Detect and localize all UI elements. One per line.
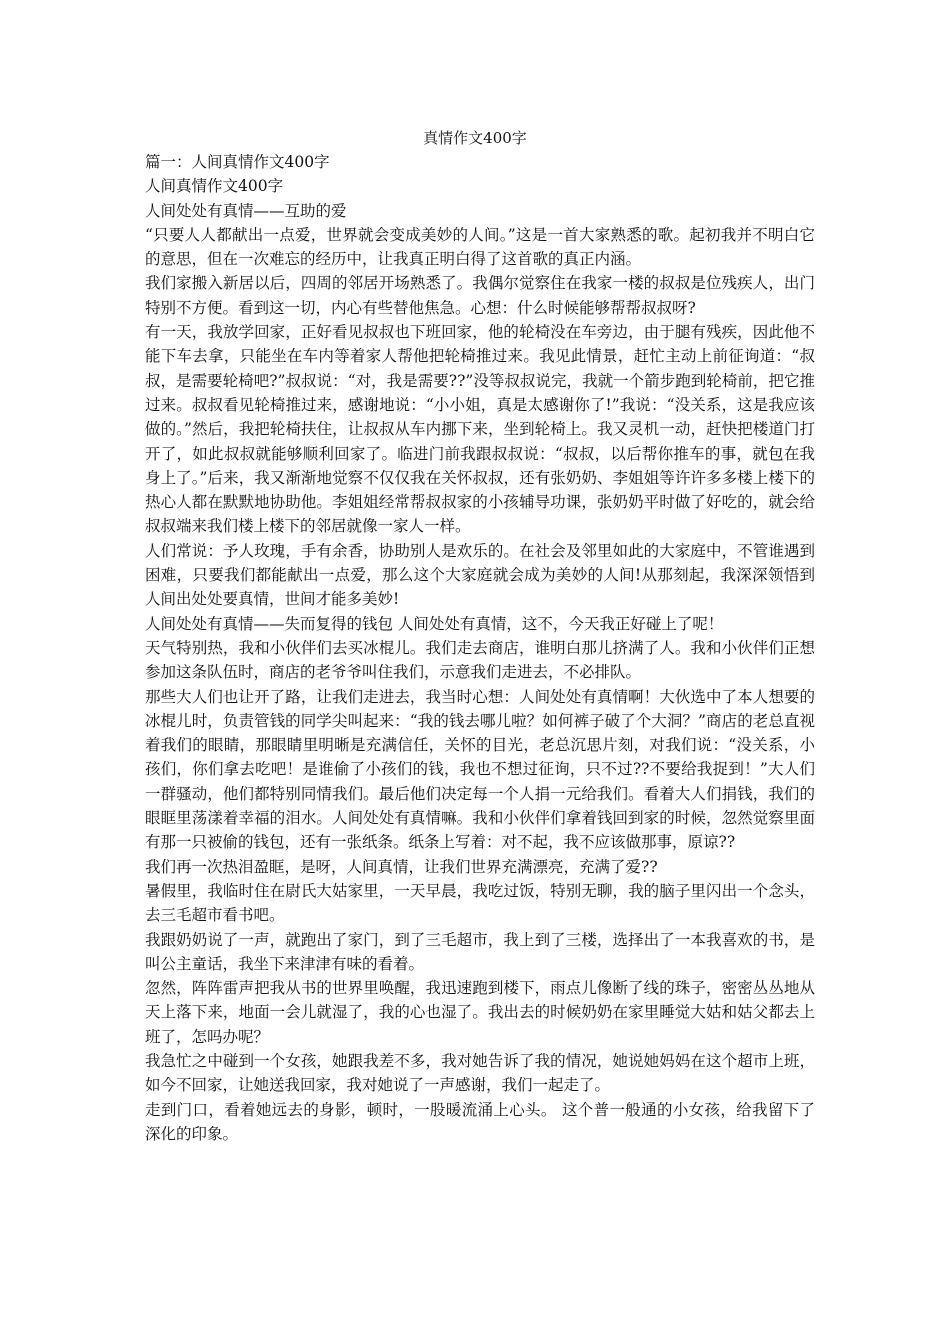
paragraph: 有一天，我放学回家，正好看见叔叔也下班回家，他的轮椅没在车旁边，由于腿有残疾，因此他不能下车去拿，只能坐在车内等着家人帮他把轮椅推过来。我见此情景，赶忙主动上前征询道：“叔叔，是需要轮椅吧?”叔叔说：“对，我是需要??”没等叔叔说完，我就一个箭步跑到轮椅前，把它推过来。叔叔看见轮椅推过来，感谢地说：“小小姐，真是太感谢你了!”我说：“没关系，这是我应该做的。”然后，我把轮椅扶住，让叔叔从车内挪下来，坐到轮椅上。我又灵机一动，赶快把楼道门打开了，如此叔叔就能够顺利回家了。临进门前我跟叔叔说：“叔叔，以后帮你推车的事，就包在我身上了。”后来，我又渐渐地觉察不仅仅我在关怀叔叔，还有张奶奶、李姐姐等许许多多楼上楼下的热心人都在默默地协助他。李姐姐经常帮叔叔家的小孩辅导功课，张奶奶平时做了好吃的，就会给叔叔端来我们楼上楼下的邻居就像一家人一样。 <box>145 323 815 536</box>
section-heading: 篇一：人间真情作文400字 <box>145 153 330 171</box>
paragraph: 那些大人们也让开了路，让我们走进去，我当时心想：人间处处有真情啊！大伙选中了本人想要的冰棍儿时，负责管钱的同学尖叫起来：“我的钱去哪儿啦？如何裤子破了个大洞？”商店的老总直视着我们的眼睛，那眼睛里明晰是充满信任，关怀的目光，老总沉思片刻，对我们说：“没关系，小孩们，你们拿去吃吧！是谁偷了小孩们的钱，我也不想过征询，只不过??不要给我捉到！”大人们一群骚动，他们都特别同情我们。最后他们决定每一个人捐一元给我们。看着大人们捐钱，我们的眼眶里荡漾着幸福的泪水。人间处处有真情嘛。我和小伙伴们拿着钱回到家的时候，忽然觉察里面有那一只被偷的钱包，还有一张纸条。纸条上写着：对不起，我不应该做那事，原谅?? <box>145 687 815 852</box>
paragraph: 人间处处有真情——失而复得的钱包 人间处处有真情，这不，今天我正好碰上了呢！ <box>145 614 724 633</box>
paragraph: 天气特别热，我和小伙伴们去买冰棍儿。我们走去商店，谁明白那儿挤满了人。我和小伙伴们正想参加这条队伍时，商店的老爷爷叫住我们，示意我们走进去，不必排队。 <box>145 638 815 682</box>
paragraph: 人们常说：予人玫瑰，手有余香，协助别人是欢乐的。在社会及邻里如此的大家庭中，不管谁遇到困难，只要我们都能献出一点爱，那么这个大家庭就会成为美妙的人间!从那刻起，我深深领悟到人间出处处要真情，世间才能多美妙! <box>145 541 815 609</box>
paragraph: 我们家搬入新居以后，四周的邻居开场熟悉了。我偶尔觉察住在我家一楼的叔叔是位残疾人，出门特别不方便。看到这一切，内心有些替他焦急。心想：什么时候能够帮帮叔叔呀? <box>145 274 815 317</box>
paragraph: 我们再一次热泪盈眶，是呀，人间真情，让我们世界充满漂亮，充满了爱?? <box>145 857 658 876</box>
paragraph: 走到门口，看着她远去的身影，顿时，一股暖流涌上心头。 这个普一般通的小女孩，给我留下了深化的印象。 <box>145 1100 815 1143</box>
paragraph: 我急忙之中碰到一个女孩，她跟我差不多，我对她告诉了我的情况，她说她妈妈在这个超市上班，如今不回家，让她送我回家，我对她说了一声感谢，我们一起走了。 <box>145 1051 815 1095</box>
paragraph: 暑假里，我临时住在尉氏大姑家里，一天早晨，我吃过饭，特别无聊，我的脑子里闪出一个念头，去三毛超市看书吧。 <box>145 881 815 925</box>
document-title: 真情作文400字 <box>423 129 527 147</box>
paragraph: 忽然，阵阵雷声把我从书的世界里唤醒，我迅速跑到楼下，雨点儿像断了线的珠子，密密丛丛地从天上落下来，地面一会儿就湿了，我的心也湿了。我出去的时候奶奶在家里睡觉大姑和姑父都去上班了，怎吗办呢？ <box>145 979 815 1046</box>
document-body <box>145 150 815 1146</box>
paragraph: 我跟奶奶说了一声，就跑出了家门，到了三毛超市，我上到了三楼，选择出了一本我喜欢的书，是叫公主童话，我坐下来津津有味的看着。 <box>145 930 815 973</box>
paragraph: “只要人人都献出一点爱，世界就会变成美妙的人间。”这是一首大家熟悉的歌。起初我并不明白它的意思，但在一次难忘的经历中，让我真正明白得了这首歌的真正内涵。 <box>145 225 815 269</box>
essay-title: 人间真情作文400字 <box>145 177 284 196</box>
essay-subtitle: 人间处处有真情——互助的爱 <box>145 201 347 220</box>
